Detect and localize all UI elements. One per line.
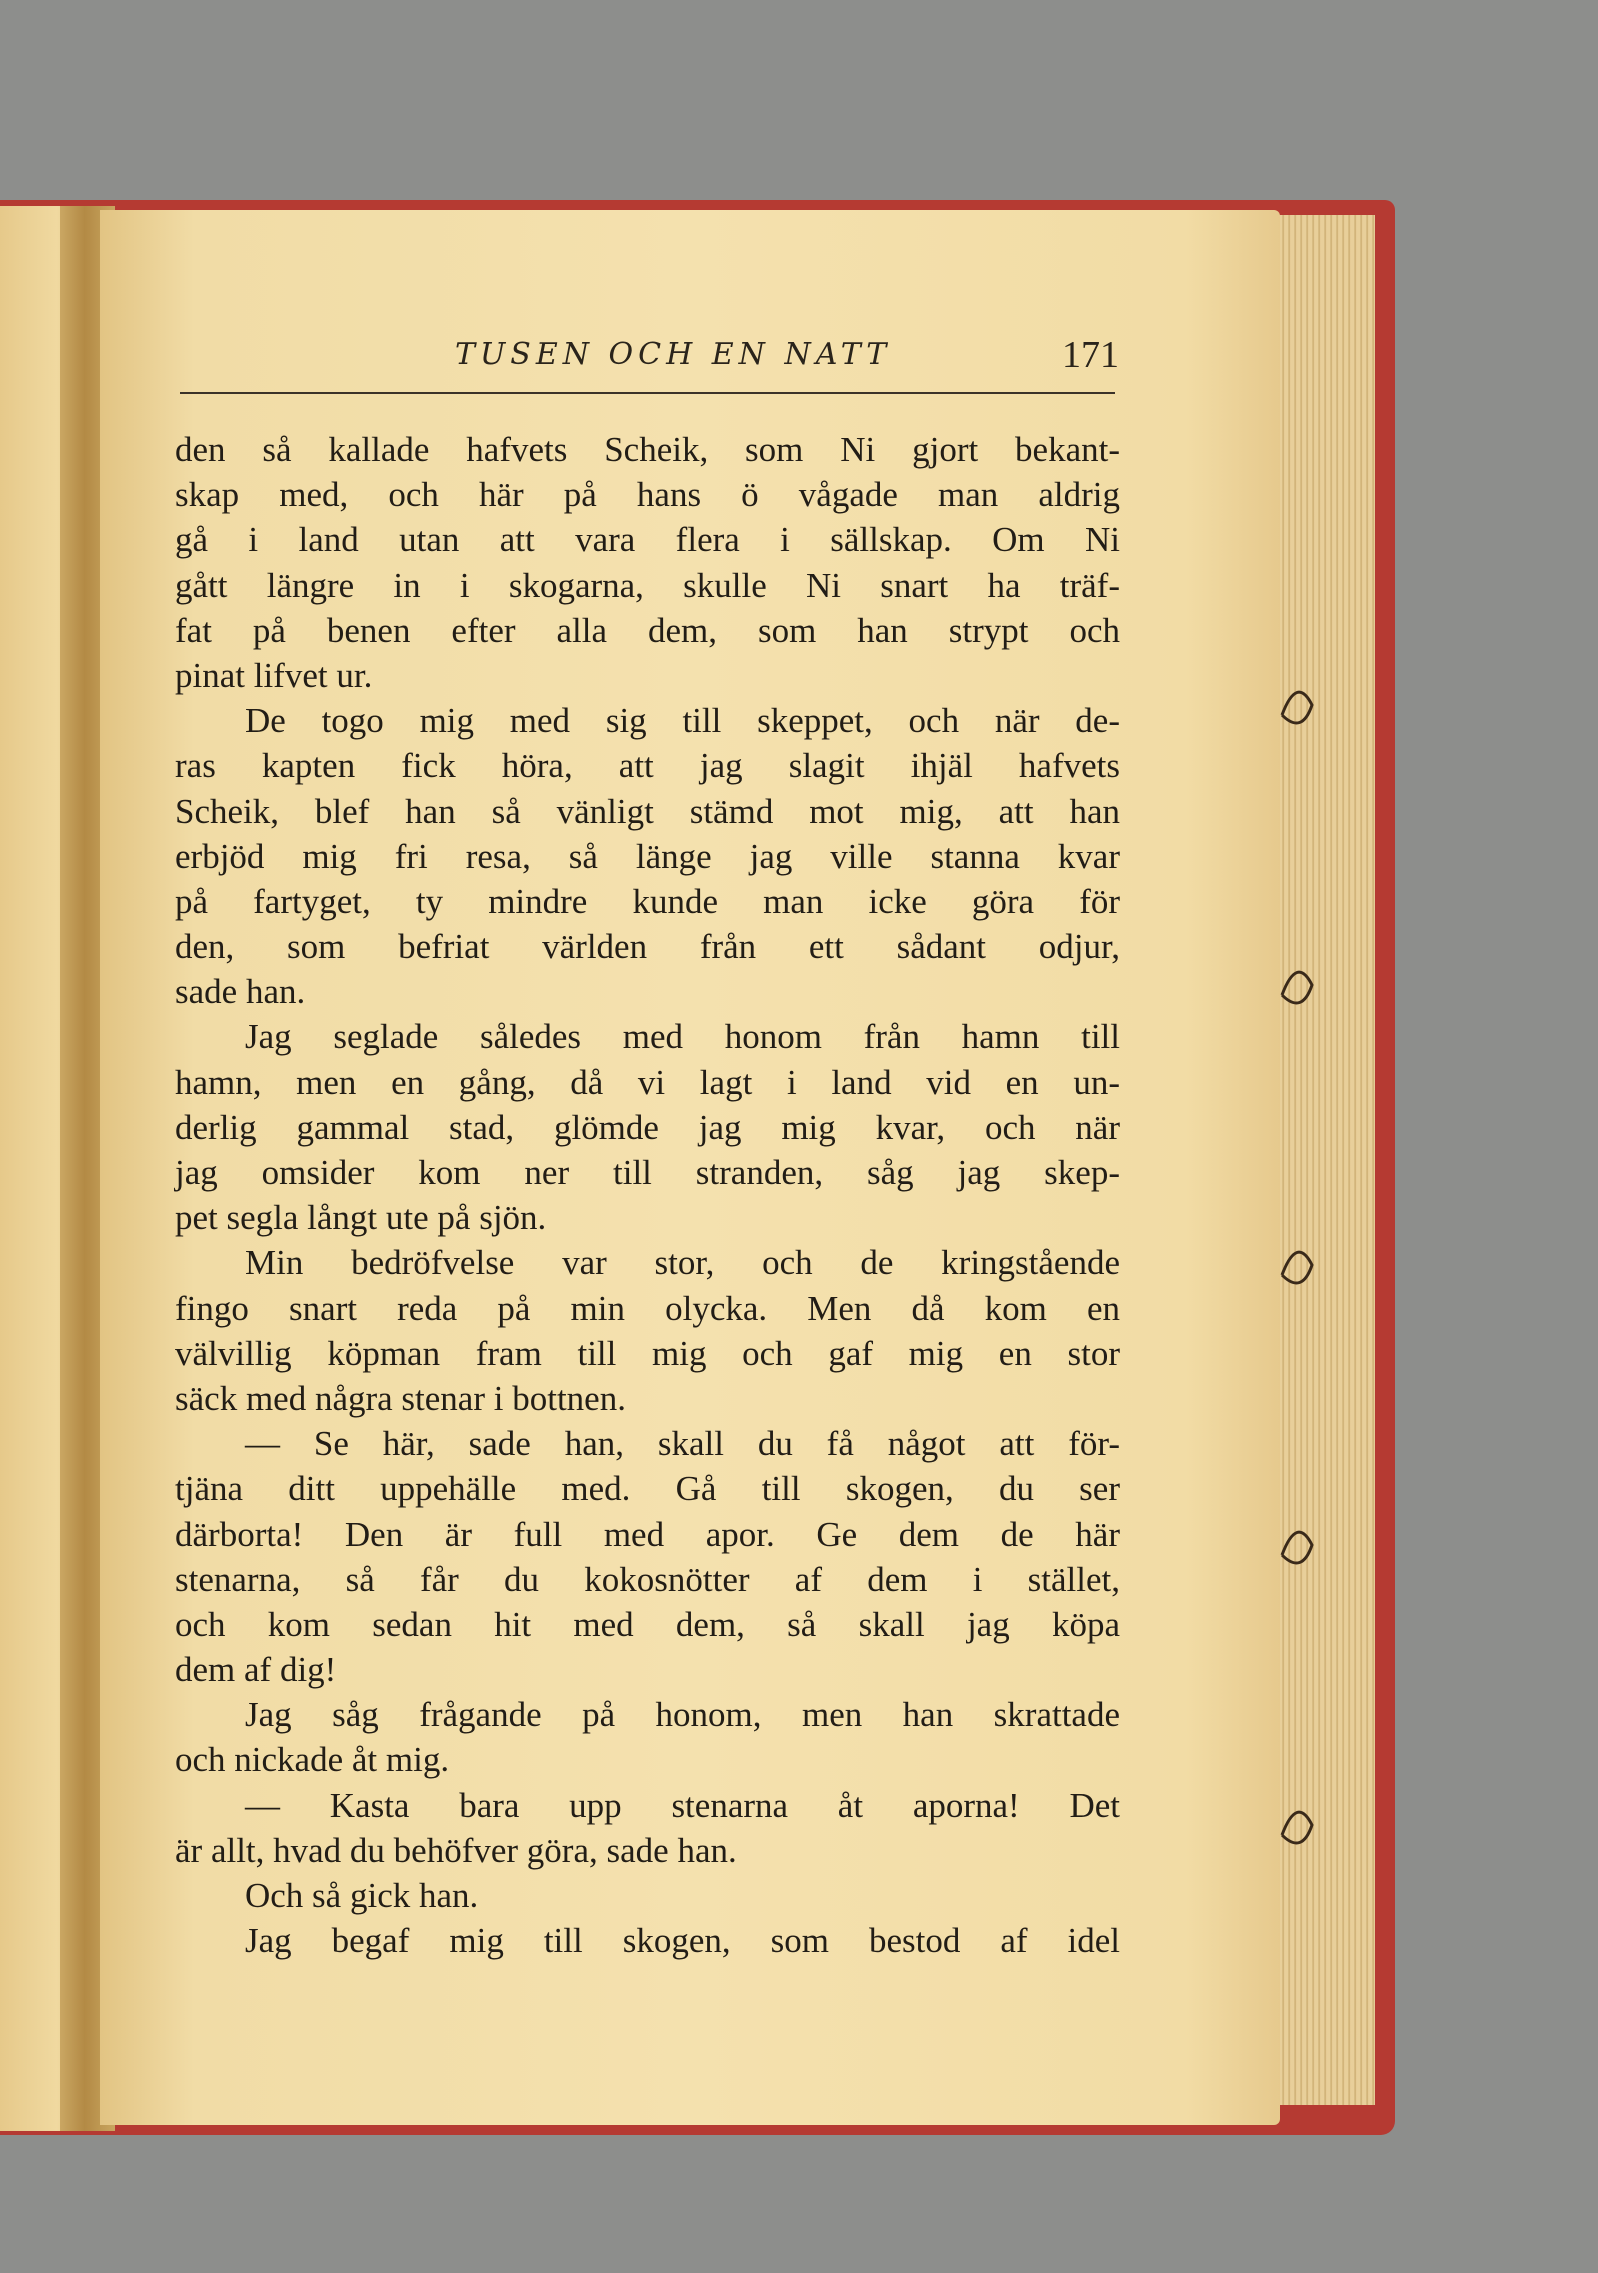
text-line: jag omsider kom ner till stranden, såg jag skep- (175, 1153, 1120, 1192)
text-line: hamn, men en gång, då vi lagt i land vid en un- (175, 1062, 1120, 1102)
leaf-ornament (1282, 1532, 1312, 1563)
text-line: pinat lifvet ur. (175, 655, 373, 695)
page-number: 171 (1062, 334, 1119, 376)
body-text (175, 427, 1120, 1963)
text-line: — Se här, sade han, skall du få något att för- (245, 1424, 1120, 1464)
text-line: sade han. (175, 972, 306, 1012)
text-line: pet segla långt ute på sjön. (175, 1198, 547, 1238)
text-line: dem af dig! (175, 1650, 337, 1690)
text-line: Scheik, blef han så vänligt stämd mot mig, att han (175, 791, 1120, 831)
text-line: erbjöd mig fri resa, så länge jag ville stanna kvar (175, 836, 1120, 876)
text-line: gått längre in i skogarna, skulle Ni snart ha träf- (175, 565, 1120, 605)
leaf-ornament (1282, 972, 1312, 1003)
text-line: derlig gammal stad, glömde jag mig kvar, och när (175, 1107, 1120, 1147)
text-line: tjäna ditt uppehälle med. Gå till skogen, du ser (175, 1469, 1120, 1509)
text-line: därborta! Den är full med apor. Ge dem de här (175, 1514, 1120, 1554)
text-line: Min bedröfvelse var stor, och de kringstående (245, 1243, 1120, 1283)
text-line: De togo mig med sig till skeppet, och när de- (245, 701, 1120, 741)
text-line: den, som befriat världen från ett sådant odjur, (175, 927, 1120, 967)
text-line: på fartyget, ty mindre kunde man icke göra för (175, 881, 1120, 921)
leaf-ornament (1282, 692, 1312, 723)
text-line: fingo snart reda på min olycka. Men då kom en (175, 1288, 1120, 1328)
leaf-ornament (1282, 1812, 1312, 1843)
text-line: ras kapten fick höra, att jag slagit ihjäl hafvets (175, 746, 1120, 786)
text-line: Och så gick han. (245, 1876, 479, 1915)
header-rule (180, 392, 1115, 394)
text-line: och nickade åt mig. (175, 1740, 450, 1780)
text-line: är allt, hvad du behöfver göra, sade han. (175, 1830, 737, 1870)
text-line: och kom sedan hit med dem, så skall jag köpa (175, 1604, 1120, 1644)
text-line: säck med några stenar i bottnen. (175, 1378, 626, 1418)
text-line: gå i land utan att vara flera i sällskap. Om Ni (175, 520, 1120, 560)
text-line: Jag såg frågande på honom, men han skrattade (245, 1695, 1120, 1735)
leaf-ornament (1282, 1252, 1312, 1283)
text-line: — Kasta bara upp stenarna åt aporna! Det (245, 1785, 1120, 1825)
running-head: TUSEN OCH EN NATT (455, 337, 892, 372)
text-line: fat på benen efter alla dem, som han strypt och (175, 610, 1120, 650)
text-line: den så kallade hafvets Scheik, som Ni gjort bekant- (175, 430, 1120, 469)
text-line: välvillig köpman fram till mig och gaf mig en stor (175, 1333, 1120, 1373)
text-line: Jag begaf mig till skogen, som bestod af idel (245, 1921, 1120, 1961)
text-line: skap med, och här på hans ö vågade man aldrig (175, 475, 1120, 515)
text-line: stenarna, så får du kokosnötter af dem i stället, (175, 1559, 1120, 1599)
text-line: Jag seglade således med honom från hamn till (245, 1017, 1120, 1057)
